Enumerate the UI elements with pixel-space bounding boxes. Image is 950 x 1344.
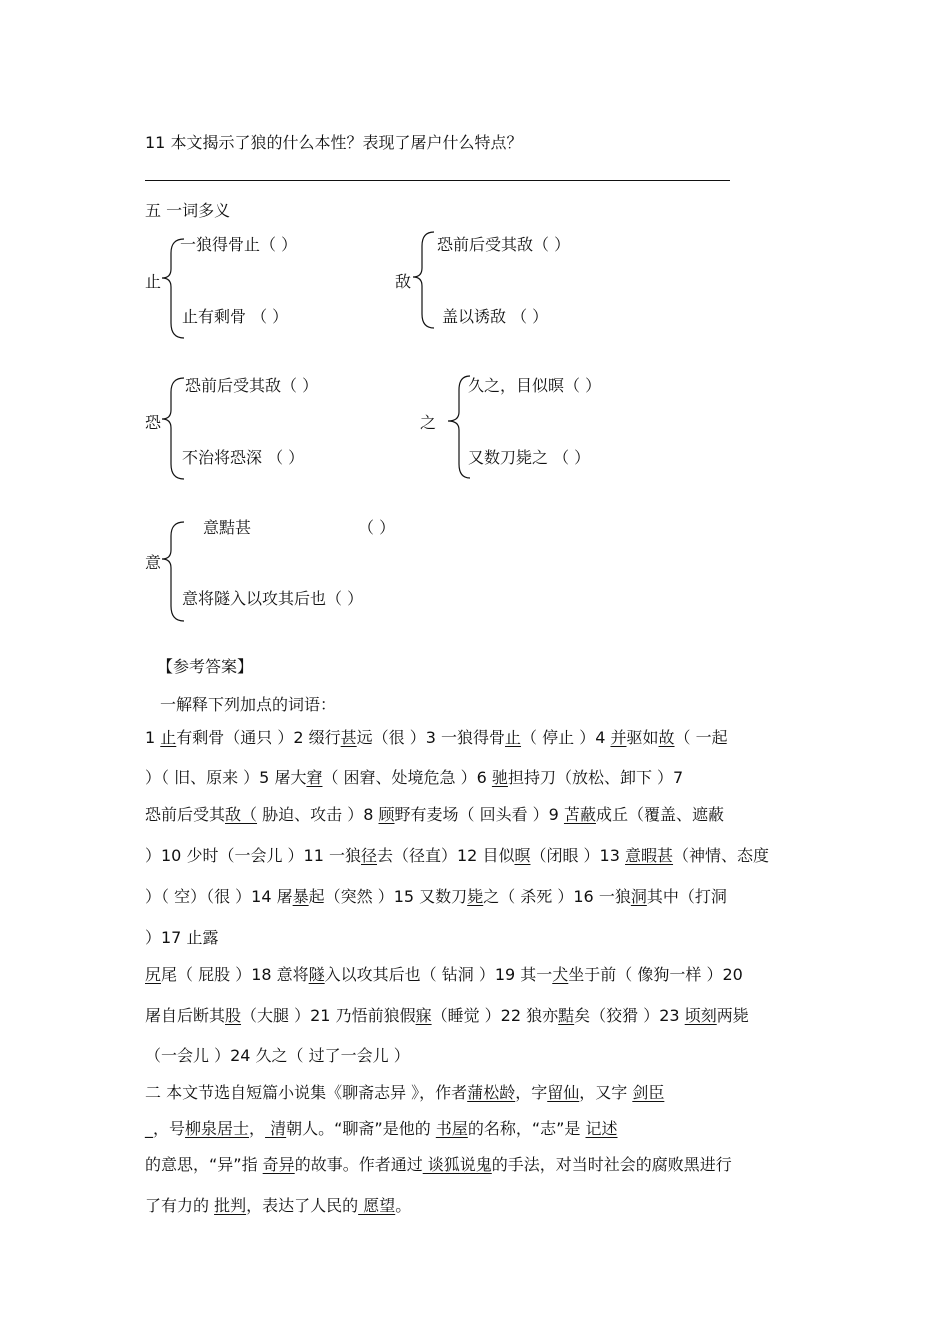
answer-text: ）10 少时（一会儿 ）11 一狼 (145, 846, 361, 865)
answer-line (145, 1083, 664, 1103)
answer-line (145, 846, 769, 866)
underlined-term: 谈狐说鬼 (422, 1155, 492, 1174)
polysemy-kong-1: 恐前后受其敌（ ） (185, 376, 319, 395)
section-5-title: 五 一词多义 (145, 201, 231, 220)
answer-text: 坐于前（ 像狗一样 ）20 (568, 965, 743, 984)
polysemy-word-zhi2: 之 (420, 413, 437, 432)
answer-text: 矣（狡猾 ）23 (574, 1006, 685, 1025)
answer-line (145, 965, 743, 985)
underlined-term: 止 (160, 728, 177, 747)
answer-text: 。 (395, 1196, 412, 1215)
underlined-term: 苫蔽 (563, 805, 596, 824)
underlined-term: 驰 (491, 768, 508, 787)
underlined-term: 窘 (306, 768, 323, 787)
underlined-term: 洞 (630, 887, 647, 906)
underlined-term: _ (145, 1119, 153, 1138)
underlined-term: 留仙 (547, 1083, 580, 1102)
underlined-term: 敌（ (225, 805, 258, 824)
underlined-term: 意暇甚 (625, 846, 674, 865)
answer-text: 有剩骨（通只 ）2 缀行 (176, 728, 341, 747)
underlined-term: 蒲松龄 (467, 1083, 516, 1102)
underlined-term: 顾 (378, 805, 395, 824)
answer-text: ，又字 (579, 1083, 633, 1102)
underlined-term: 暴 (292, 887, 309, 906)
answer-text: 胁迫、攻击 ）8 (257, 805, 379, 824)
polysemy-zhi-1: 一狼得骨止（ ） (180, 235, 298, 254)
answer-line (145, 805, 724, 825)
answer-line (145, 1155, 732, 1175)
polysemy-word-yi: 意 (145, 553, 162, 572)
answer-line (145, 1046, 410, 1066)
answer-text: 驱如 (626, 728, 659, 747)
answer-text: ， (249, 1119, 266, 1138)
answer-text: 的手法，对当时社会的腐败黑进行 (491, 1155, 732, 1174)
answer-text: ）（ 空）（很 ）14 屠 (145, 887, 293, 906)
answer-line (145, 728, 728, 748)
underlined-term: 并 (610, 728, 627, 747)
brace-kong (158, 374, 188, 486)
underlined-term: 剑臣 (632, 1083, 665, 1102)
underlined-term: 清 (265, 1119, 287, 1138)
brace-yi (158, 518, 188, 628)
polysemy-word-zhi: 止 (145, 272, 162, 291)
answer-text: 两毙 (716, 1006, 749, 1025)
underlined-term: 犬 (552, 965, 569, 984)
answer-text: （神情、态度 (673, 846, 770, 865)
answer-text: （ 一起 (674, 728, 728, 747)
answer-text: 野有麦场（ 回头看 ）9 (394, 805, 564, 824)
underlined-term: 隧 (308, 965, 325, 984)
polysemy-yi-1: 意黠甚 (203, 518, 252, 537)
underlined-term: 甚 (340, 728, 357, 747)
polysemy-zhi-2: 止有剩骨 （ ） (182, 307, 289, 326)
answer-text: （一会儿 ）24 久之（ 过了一会儿 ） (145, 1046, 410, 1065)
polysemy-word-kong: 恐 (145, 413, 162, 432)
underlined-term: 止 (505, 728, 522, 747)
answer-text: 远（很 ）3 一狼得骨 (356, 728, 506, 747)
answer-text: 1 (145, 728, 161, 747)
answer-text: ，表达了人民的 (246, 1196, 359, 1215)
answers-title: 【参考答案】 (157, 657, 254, 676)
answer-text: 尾（ 屁股 ）18 意将 (161, 965, 309, 984)
answer-text: 恐前后受其 (145, 805, 226, 824)
polysemy-di-1: 恐前后受其敌（ ） (437, 235, 571, 254)
polysemy-word-di: 敌 (395, 272, 412, 291)
answer-line (145, 887, 727, 907)
underlined-term: 暝 (514, 846, 531, 865)
answer-text: 之（ 杀死 ）16 一狼 (483, 887, 631, 906)
answer-line (145, 1119, 618, 1139)
underlined-term: 股 (225, 1006, 242, 1025)
answer-text: 去（径直）12 目似 (377, 846, 515, 865)
answer-text: 二 本文节选自短篇小说集《聊斋志异 》，作者 (145, 1083, 468, 1102)
answers-subtitle: 一解释下列加点的词语： (160, 695, 337, 714)
answer-line (145, 1196, 411, 1216)
underlined-term: 径 (360, 846, 377, 865)
answer-text: 担持刀（放松、卸下 ）7 (507, 768, 684, 787)
answer-line (145, 928, 218, 948)
underlined-term: 记述 (585, 1119, 618, 1138)
answer-text: （睡觉 ）22 狼亦 (431, 1006, 559, 1025)
underlined-term: 故 (658, 728, 675, 747)
answer-text: 屠自后断其 (145, 1006, 226, 1025)
polysemy-yi-2: 意将隧入以攻其后也（ ） (182, 589, 364, 608)
polysemy-zhi2-2: 又数刀毙之 （ ） (468, 448, 591, 467)
answer-line (145, 1006, 749, 1026)
underlined-term: 批判 (214, 1196, 247, 1215)
answer-text: ）17 止露 (145, 928, 219, 947)
polysemy-zhi2-1: 久之，目似暝（ ） (468, 376, 602, 395)
underlined-term: 柳泉居士 (185, 1119, 250, 1138)
answer-text: 的意思，“异”指 (145, 1155, 263, 1174)
answer-text: 的名称，“志”是 (467, 1119, 586, 1138)
polysemy-yi-1-blank: （ ） (358, 518, 396, 537)
underlined-term: 书屋 (435, 1119, 468, 1138)
answer-text: 的故事。作者通过 (294, 1155, 423, 1174)
underlined-term: 寐 (415, 1006, 432, 1025)
answer-text: （ 停止 ）4 (521, 728, 611, 747)
underlined-term: 黠 (558, 1006, 575, 1025)
answer-text: ，字 (515, 1083, 548, 1102)
answer-text: （闭眼 ）13 (530, 846, 626, 865)
question-11: 11 本文揭示了狼的什么本性？表现了屠户什么特点？ (145, 133, 523, 152)
answer-text: 其中（打洞 (646, 887, 727, 906)
polysemy-kong-2: 不治将恐深 （ ） (182, 448, 305, 467)
underlined-term: 尻 (145, 965, 162, 984)
answer-text: （大腿 ）21 乃悟前狼假 (241, 1006, 416, 1025)
brace-di (408, 228, 438, 338)
answer-line (145, 768, 683, 788)
answer-text: ，号 (153, 1119, 186, 1138)
underlined-term: 毙 (467, 887, 484, 906)
answer-text: 了有力的 (145, 1196, 215, 1215)
underlined-term: 愿望 (358, 1196, 396, 1215)
answer-text: ）（ 旧、原来 ）5 屠大 (145, 768, 307, 787)
answer-text: （ 困窘、处境危急 ）6 (322, 768, 492, 787)
answer-text: 成丘（覆盖、遮蔽 (595, 805, 724, 824)
underlined-term: 奇异 (262, 1155, 295, 1174)
answer-text: 起（突然 ）15 又数刀 (308, 887, 468, 906)
polysemy-di-2: 盖以诱敌 （ ） (442, 307, 549, 326)
answer-blank-line (145, 180, 730, 181)
answer-text: 朝人。“聊斋”是他的 (286, 1119, 436, 1138)
answer-text: 入以攻其后也（ 钻洞 ）19 其一 (324, 965, 553, 984)
underlined-term: 顷刻 (684, 1006, 717, 1025)
